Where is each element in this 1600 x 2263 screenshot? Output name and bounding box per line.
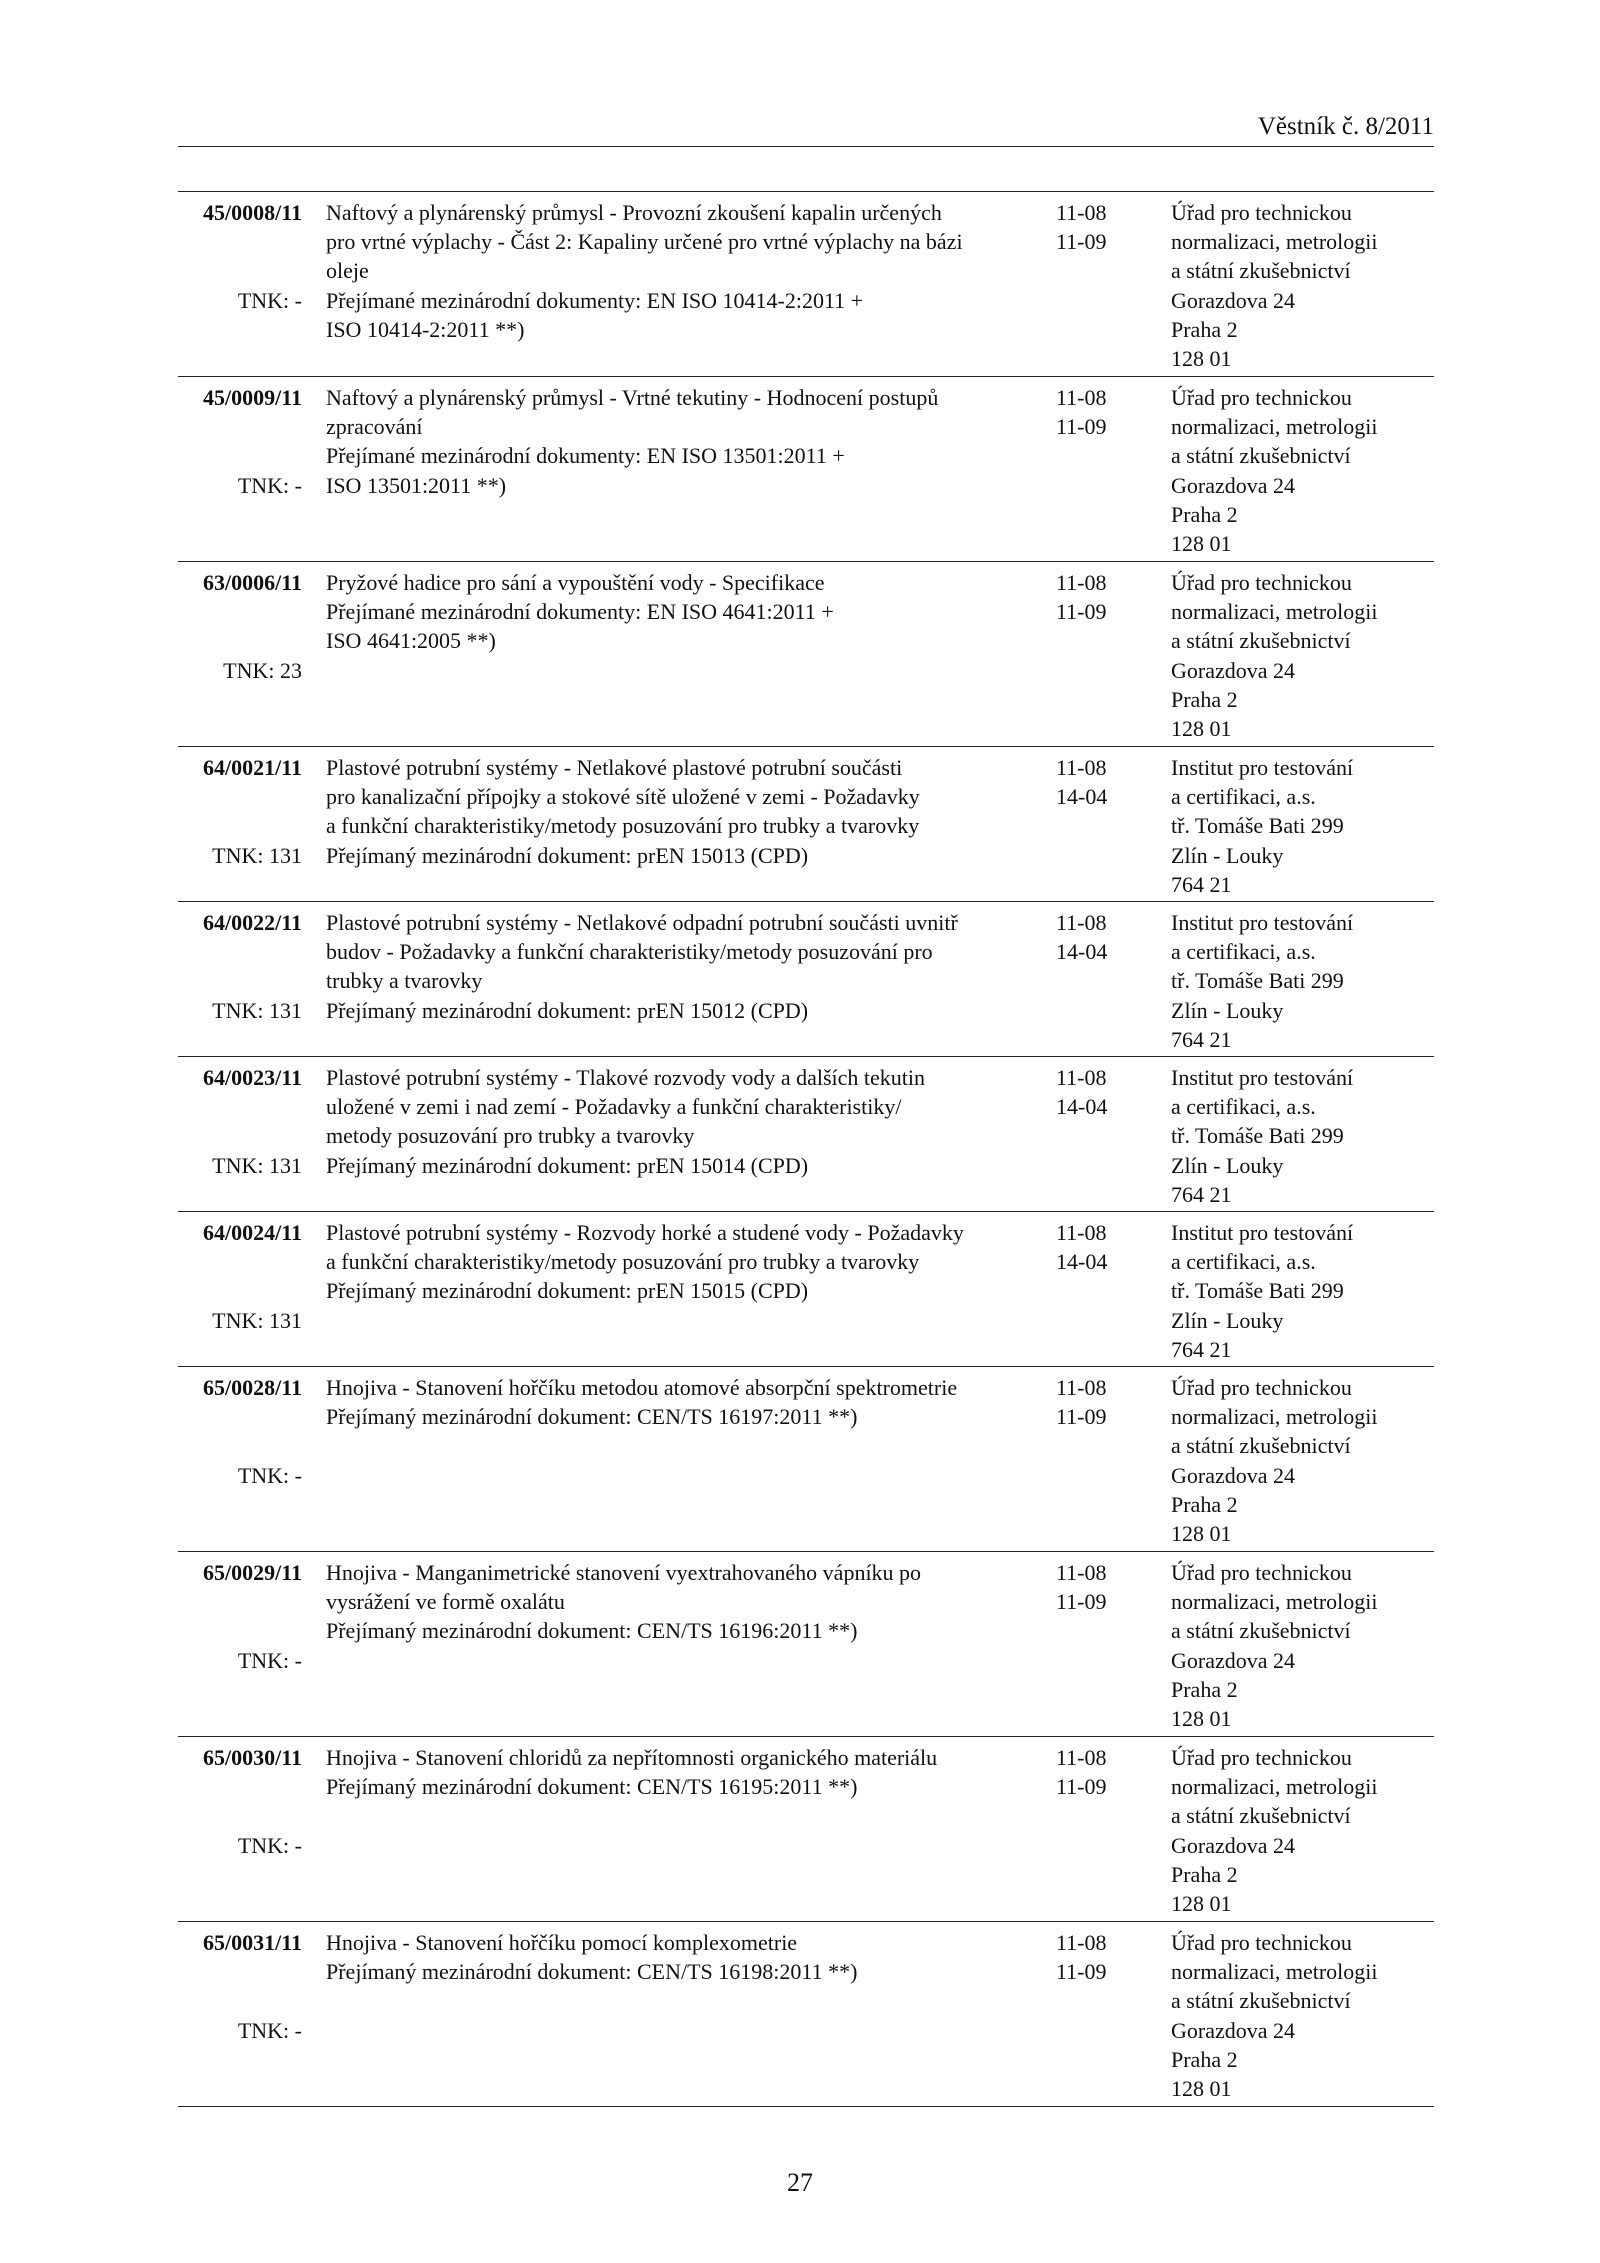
processor-address bbox=[1171, 753, 1433, 899]
classification-code: 11-08 bbox=[1056, 200, 1107, 225]
address-line: a státní zkušebnictví bbox=[1171, 628, 1351, 654]
standard-entry bbox=[178, 1057, 1434, 1212]
description-line: Přejímaný mezinárodní dokument: CEN/TS 16196:2011 **) bbox=[326, 1618, 858, 1644]
tnk-label: TNK: 131 bbox=[212, 1307, 302, 1333]
description-line: trubky a tvarovky bbox=[326, 968, 483, 994]
entry-id-column bbox=[178, 1928, 302, 2043]
entry-number: 63/0006/11 bbox=[202, 570, 302, 595]
tnk-label: TNK: - bbox=[237, 1832, 302, 1858]
tnk-label: TNK: - bbox=[237, 472, 302, 498]
classification-code: 11-08 bbox=[1056, 1745, 1107, 1770]
description-line: pro kanalizační přípojky a stokové sítě uložené v zemi - Požadavky bbox=[326, 784, 920, 810]
classification-code: 11-09 bbox=[1056, 1404, 1107, 1430]
address-line: a státní zkušebnictví bbox=[1171, 1803, 1351, 1829]
address-line: Zlín - Louky bbox=[1171, 1152, 1284, 1178]
tnk-label: TNK: - bbox=[237, 287, 302, 313]
entry-codes bbox=[1056, 198, 1136, 256]
description-line: vysrážení ve formě oxalátu bbox=[326, 1589, 565, 1615]
description-line: Přejímané mezinárodní dokumenty: EN ISO 4641:2011 + bbox=[326, 599, 834, 625]
description-line: ISO 4641:2005 **) bbox=[326, 628, 496, 654]
processor-address bbox=[1171, 383, 1433, 558]
address-line: Gorazdova 24 bbox=[1171, 472, 1296, 498]
address-line: 764 21 bbox=[1171, 1026, 1232, 1052]
entry-codes bbox=[1056, 568, 1136, 626]
address-line: Zlín - Louky bbox=[1171, 1307, 1284, 1333]
address-line: Praha 2 bbox=[1171, 1491, 1238, 1517]
address-line: Institut pro testování bbox=[1171, 910, 1354, 935]
entry-codes bbox=[1056, 1373, 1136, 1431]
address-line: Gorazdova 24 bbox=[1171, 1832, 1296, 1858]
classification-code: 11-08 bbox=[1056, 910, 1107, 935]
address-line: Institut pro testování bbox=[1171, 1220, 1354, 1245]
standard-entry bbox=[178, 1737, 1434, 1922]
classification-code: 11-09 bbox=[1056, 1959, 1107, 1985]
description-line: budov - Požadavky a funkční charakteristiky/metody posuzování pro bbox=[326, 939, 933, 965]
entry-number: 64/0023/11 bbox=[202, 1065, 302, 1090]
standard-entry bbox=[178, 192, 1434, 377]
entry-id-column bbox=[178, 1373, 302, 1488]
entry-description bbox=[326, 1558, 1046, 1646]
description-line: Přejímané mezinárodní dokumenty: EN ISO 10414-2:2011 + bbox=[326, 287, 864, 313]
address-line: Praha 2 bbox=[1171, 1676, 1238, 1702]
address-line: Gorazdova 24 bbox=[1171, 657, 1296, 683]
entry-id-column bbox=[178, 1218, 302, 1333]
processor-address bbox=[1171, 568, 1433, 743]
standard-entry bbox=[178, 1212, 1434, 1367]
description-line: Hnojiva - Manganimetrické stanovení vyextrahovaného vápníku po bbox=[326, 1560, 922, 1585]
address-line: normalizaci, metrologii bbox=[1171, 414, 1378, 440]
address-line: normalizaci, metrologii bbox=[1171, 1959, 1378, 1985]
entry-number: 64/0022/11 bbox=[202, 910, 302, 935]
entry-description bbox=[326, 908, 1046, 1025]
entry-description bbox=[326, 753, 1046, 870]
address-line: 128 01 bbox=[1171, 716, 1232, 742]
address-line: normalizaci, metrologii bbox=[1171, 1589, 1378, 1615]
address-line: Úřad pro technickou bbox=[1171, 1745, 1352, 1770]
classification-code: 11-08 bbox=[1056, 755, 1107, 780]
address-line: Institut pro testování bbox=[1171, 755, 1354, 780]
classification-code: 11-09 bbox=[1056, 1589, 1107, 1615]
entry-description bbox=[326, 1373, 1046, 1431]
address-line: Institut pro testování bbox=[1171, 1065, 1354, 1090]
description-line: Pryžové hadice pro sání a vypouštění vody - Specifikace bbox=[326, 570, 825, 595]
address-line: Úřad pro technickou bbox=[1171, 200, 1352, 225]
address-line: Úřad pro technickou bbox=[1171, 1930, 1352, 1955]
address-line: Úřad pro technickou bbox=[1171, 1375, 1352, 1400]
tnk-label: TNK: 131 bbox=[212, 997, 302, 1023]
description-line: a funkční charakteristiky/metody posuzování pro trubky a tvarovky bbox=[326, 1249, 920, 1275]
entry-id-column bbox=[178, 753, 302, 868]
classification-code: 14-04 bbox=[1056, 1094, 1108, 1120]
description-line: Hnojiva - Stanovení hořčíku metodou atomové absorpční spektrometrie bbox=[326, 1375, 958, 1400]
address-line: 128 01 bbox=[1171, 1891, 1232, 1917]
classification-code: 11-08 bbox=[1056, 570, 1107, 595]
bulletin-header: Věstník č. 8/2011 bbox=[1257, 113, 1434, 140]
entry-id-column bbox=[178, 383, 302, 498]
entry-codes bbox=[1056, 1928, 1136, 1986]
standard-entry bbox=[178, 1922, 1434, 2107]
address-line: Praha 2 bbox=[1171, 1861, 1238, 1887]
processor-address bbox=[1171, 1928, 1433, 2103]
description-line: Naftový a plynárenský průmysl - Vrtné tekutiny - Hodnocení postupů bbox=[326, 385, 939, 410]
entry-number: 65/0031/11 bbox=[202, 1930, 302, 1955]
standard-entry bbox=[178, 747, 1434, 902]
address-line: Zlín - Louky bbox=[1171, 842, 1284, 868]
entry-description bbox=[326, 1743, 1046, 1801]
address-line: tř. Tomáše Bati 299 bbox=[1171, 1123, 1344, 1149]
address-line: Gorazdova 24 bbox=[1171, 1462, 1296, 1488]
address-line: 128 01 bbox=[1171, 1521, 1232, 1547]
entry-number: 64/0024/11 bbox=[202, 1220, 302, 1245]
address-line: 128 01 bbox=[1171, 531, 1232, 557]
entry-id-column bbox=[178, 908, 302, 1023]
address-line: tř. Tomáše Bati 299 bbox=[1171, 813, 1344, 839]
address-line: a certifikaci, a.s. bbox=[1171, 1249, 1316, 1275]
processor-address bbox=[1171, 1743, 1433, 1918]
description-line: Přejímaný mezinárodní dokument: prEN 15014 (CPD) bbox=[326, 1152, 809, 1178]
classification-code: 11-08 bbox=[1056, 1375, 1107, 1400]
entry-codes bbox=[1056, 1743, 1136, 1801]
description-line: Plastové potrubní systémy - Netlakové plastové potrubní součásti bbox=[326, 755, 903, 780]
description-line: ISO 13501:2011 **) bbox=[326, 472, 507, 498]
description-line: Přejímaný mezinárodní dokument: CEN/TS 16195:2011 **) bbox=[326, 1774, 858, 1800]
address-line: 128 01 bbox=[1171, 2076, 1232, 2102]
address-line: normalizaci, metrologii bbox=[1171, 599, 1378, 625]
tnk-label: TNK: - bbox=[237, 1462, 302, 1488]
tnk-label: TNK: 23 bbox=[223, 657, 302, 683]
entry-codes bbox=[1056, 753, 1136, 811]
classification-code: 11-08 bbox=[1056, 1065, 1107, 1090]
address-line: Úřad pro technickou bbox=[1171, 385, 1352, 410]
description-line: Přejímaný mezinárodní dokument: prEN 15013 (CPD) bbox=[326, 842, 809, 868]
standard-entry bbox=[178, 902, 1434, 1057]
entry-id-column bbox=[178, 1743, 302, 1858]
entry-description bbox=[326, 1928, 1046, 1986]
address-line: Gorazdova 24 bbox=[1171, 287, 1296, 313]
classification-code: 14-04 bbox=[1056, 784, 1108, 810]
address-line: Úřad pro technickou bbox=[1171, 570, 1352, 595]
classification-code: 11-09 bbox=[1056, 229, 1107, 255]
address-line: Praha 2 bbox=[1171, 686, 1238, 712]
description-line: a funkční charakteristiky/metody posuzování pro trubky a tvarovky bbox=[326, 813, 920, 839]
classification-code: 11-08 bbox=[1056, 385, 1107, 410]
address-line: a státní zkušebnictví bbox=[1171, 1433, 1351, 1459]
description-line: oleje bbox=[326, 258, 369, 284]
description-line: Plastové potrubní systémy - Netlakové odpadní potrubní součásti uvnitř bbox=[326, 910, 958, 935]
description-line: uložené v zemi i nad zemí - Požadavky a funkční charakteristiky/ bbox=[326, 1094, 902, 1120]
address-line: a státní zkušebnictví bbox=[1171, 443, 1351, 469]
entry-description bbox=[326, 568, 1046, 656]
standard-entry bbox=[178, 377, 1434, 562]
classification-code: 11-08 bbox=[1056, 1930, 1107, 1955]
description-line: Hnojiva - Stanovení hořčíku pomocí komplexometrie bbox=[326, 1930, 798, 1955]
address-line: 128 01 bbox=[1171, 1706, 1232, 1732]
entry-number: 45/0009/11 bbox=[202, 385, 302, 410]
processor-address bbox=[1171, 908, 1433, 1054]
entry-codes bbox=[1056, 908, 1136, 966]
address-line: 764 21 bbox=[1171, 871, 1232, 897]
entry-number: 65/0028/11 bbox=[202, 1375, 302, 1400]
processor-address bbox=[1171, 1558, 1433, 1733]
address-line: a státní zkušebnictví bbox=[1171, 258, 1351, 284]
entry-codes bbox=[1056, 1218, 1136, 1276]
address-line: tř. Tomáše Bati 299 bbox=[1171, 968, 1344, 994]
address-line: normalizaci, metrologii bbox=[1171, 1404, 1378, 1430]
classification-code: 14-04 bbox=[1056, 1249, 1108, 1275]
processor-address bbox=[1171, 1373, 1433, 1548]
entry-description bbox=[326, 1218, 1046, 1306]
description-line: zpracování bbox=[326, 414, 423, 440]
page-number: 27 bbox=[787, 2168, 813, 2197]
classification-code: 11-08 bbox=[1056, 1560, 1107, 1585]
address-line: Úřad pro technickou bbox=[1171, 1560, 1352, 1585]
entry-id-column bbox=[178, 1063, 302, 1178]
entry-description bbox=[326, 1063, 1046, 1180]
header-divider bbox=[178, 146, 1434, 147]
tnk-label: TNK: - bbox=[237, 2017, 302, 2043]
description-line: Plastové potrubní systémy - Rozvody horké a studené vody - Požadavky bbox=[326, 1220, 964, 1245]
entry-id-column bbox=[178, 1558, 302, 1673]
description-line: Přejímané mezinárodní dokumenty: EN ISO 13501:2011 + bbox=[326, 443, 845, 469]
address-line: a státní zkušebnictví bbox=[1171, 1618, 1351, 1644]
address-line: 764 21 bbox=[1171, 1181, 1232, 1207]
address-line: Praha 2 bbox=[1171, 316, 1238, 342]
entry-codes bbox=[1056, 1558, 1136, 1616]
address-line: a certifikaci, a.s. bbox=[1171, 1094, 1316, 1120]
address-line: 128 01 bbox=[1171, 346, 1232, 372]
tnk-label: TNK: 131 bbox=[212, 1152, 302, 1178]
address-line: Praha 2 bbox=[1171, 501, 1238, 527]
address-line: tř. Tomáše Bati 299 bbox=[1171, 1278, 1344, 1304]
entry-number: 45/0008/11 bbox=[202, 200, 302, 225]
standard-entry bbox=[178, 562, 1434, 747]
entry-number: 65/0030/11 bbox=[202, 1745, 302, 1770]
entry-codes bbox=[1056, 383, 1136, 441]
classification-code: 11-08 bbox=[1056, 1220, 1107, 1245]
entry-description bbox=[326, 198, 1046, 344]
processor-address bbox=[1171, 1218, 1433, 1364]
address-line: a certifikaci, a.s. bbox=[1171, 939, 1316, 965]
standard-entry bbox=[178, 1552, 1434, 1737]
address-line: normalizaci, metrologii bbox=[1171, 1774, 1378, 1800]
entry-description bbox=[326, 383, 1046, 500]
address-line: 764 21 bbox=[1171, 1336, 1232, 1362]
processor-address bbox=[1171, 198, 1433, 373]
description-line: pro vrtné výplachy - Část 2: Kapaliny určené pro vrtné výplachy na bázi bbox=[326, 229, 963, 255]
address-line: a státní zkušebnictví bbox=[1171, 1988, 1351, 2014]
description-line: Přejímaný mezinárodní dokument: prEN 15012 (CPD) bbox=[326, 997, 809, 1023]
entry-id-column bbox=[178, 198, 302, 313]
entry-number: 64/0021/11 bbox=[202, 755, 302, 780]
description-line: Přejímaný mezinárodní dokument: CEN/TS 16197:2011 **) bbox=[326, 1404, 858, 1430]
tnk-label: TNK: 131 bbox=[212, 842, 302, 868]
entry-id-column bbox=[178, 568, 302, 683]
description-line: metody posuzování pro trubky a tvarovky bbox=[326, 1123, 695, 1149]
classification-code: 11-09 bbox=[1056, 414, 1107, 440]
standards-list bbox=[178, 191, 1434, 2107]
address-line: Praha 2 bbox=[1171, 2046, 1238, 2072]
classification-code: 11-09 bbox=[1056, 599, 1107, 625]
entry-codes bbox=[1056, 1063, 1136, 1121]
description-line: ISO 10414-2:2011 **) bbox=[326, 316, 525, 342]
description-line: Hnojiva - Stanovení chloridů za nepřítomnosti organického materiálu bbox=[326, 1745, 938, 1770]
description-line: Naftový a plynárenský průmysl - Provozní zkoušení kapalin určených bbox=[326, 200, 942, 225]
standard-entry bbox=[178, 1367, 1434, 1552]
processor-address bbox=[1171, 1063, 1433, 1209]
tnk-label: TNK: - bbox=[237, 1647, 302, 1673]
classification-code: 14-04 bbox=[1056, 939, 1108, 965]
entry-number: 65/0029/11 bbox=[202, 1560, 302, 1585]
address-line: normalizaci, metrologii bbox=[1171, 229, 1378, 255]
description-line: Plastové potrubní systémy - Tlakové rozvody vody a dalších tekutin bbox=[326, 1065, 925, 1090]
address-line: Gorazdova 24 bbox=[1171, 2017, 1296, 2043]
classification-code: 11-09 bbox=[1056, 1774, 1107, 1800]
description-line: Přejímaný mezinárodní dokument: prEN 15015 (CPD) bbox=[326, 1278, 809, 1304]
address-line: a certifikaci, a.s. bbox=[1171, 784, 1316, 810]
address-line: Gorazdova 24 bbox=[1171, 1647, 1296, 1673]
address-line: Zlín - Louky bbox=[1171, 997, 1284, 1023]
description-line: Přejímaný mezinárodní dokument: CEN/TS 16198:2011 **) bbox=[326, 1959, 858, 1985]
